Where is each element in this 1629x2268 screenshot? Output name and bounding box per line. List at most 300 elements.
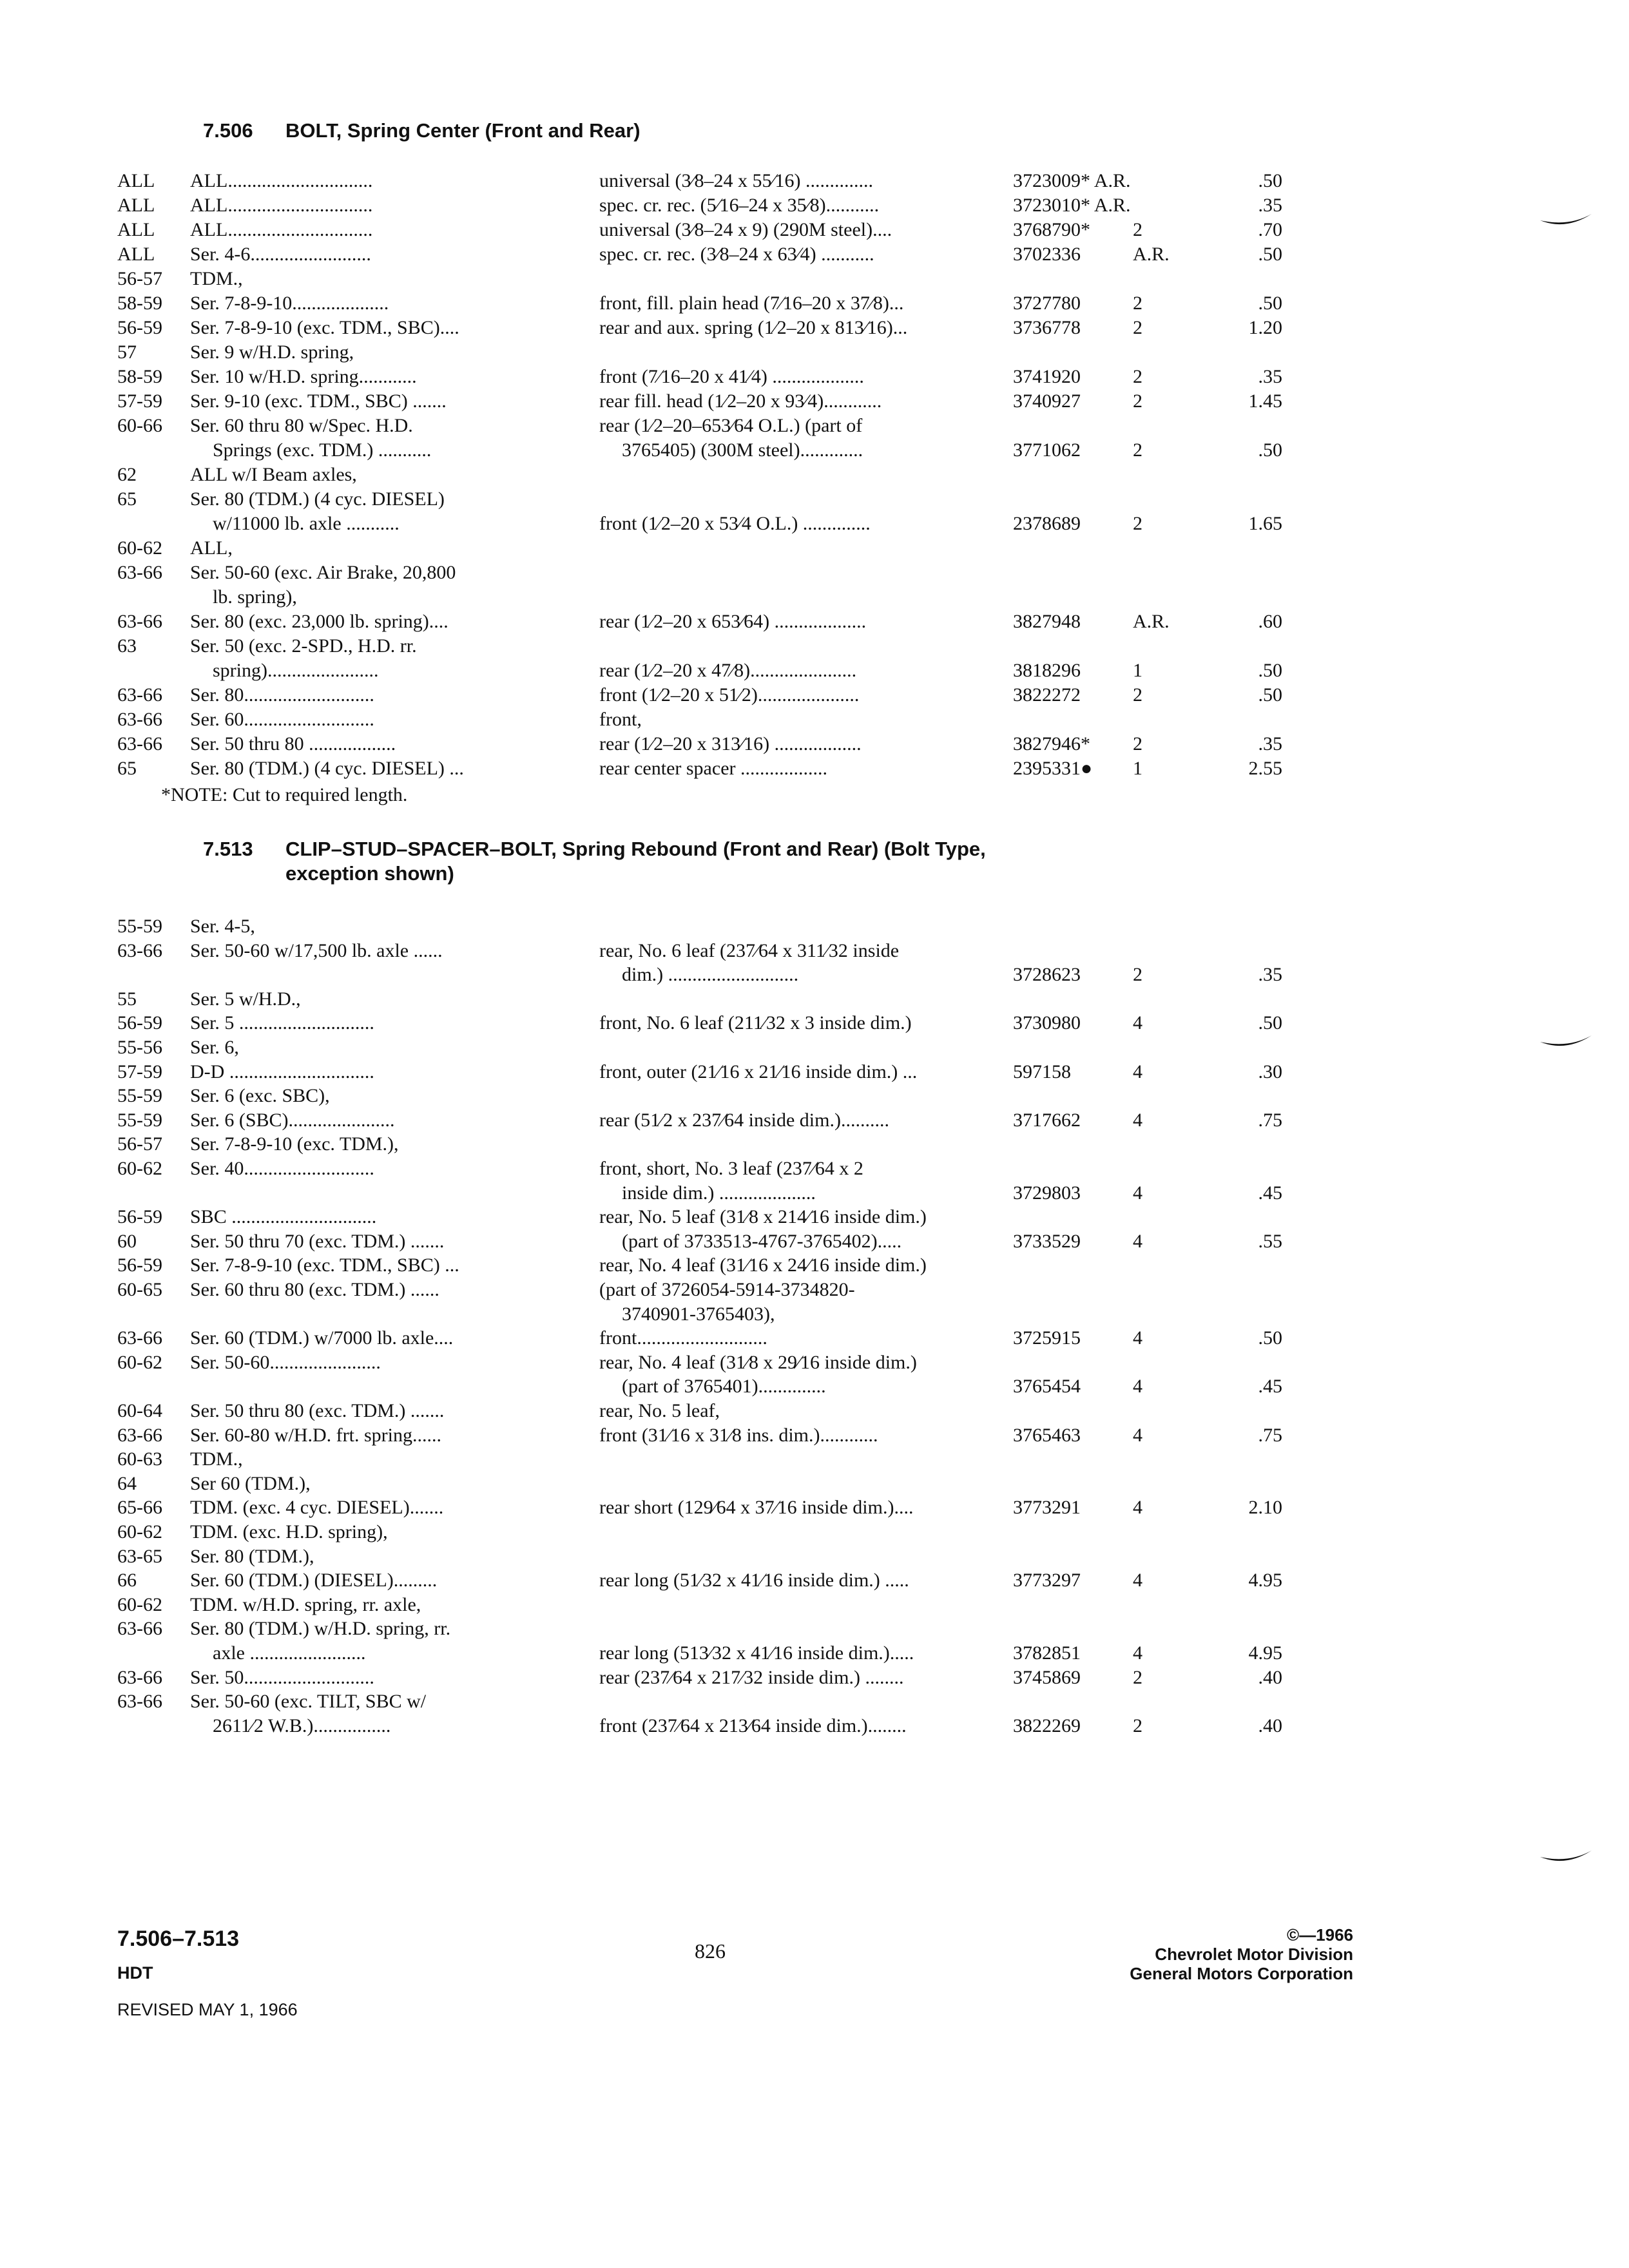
table-row: [0, 1423, 1629, 1448]
page-number: 826: [695, 1939, 726, 1963]
model-cell: ALL,: [190, 537, 233, 559]
quantity-cell: 4: [1133, 1376, 1142, 1398]
table-row: [0, 1035, 1629, 1060]
price-cell: .75: [1258, 1109, 1282, 1131]
description-cell: (part of 3765401)..............: [622, 1376, 826, 1398]
year-cell: ALL: [117, 219, 155, 240]
table-row: [0, 1714, 1629, 1738]
model-cell: Ser. 60 thru 80 w/Spec. H.D.: [190, 415, 413, 436]
quantity-cell: 2: [1133, 219, 1142, 240]
year-cell: 60-62: [117, 1593, 162, 1615]
description-cell: rear (1⁄2–20 x 47⁄8)......................: [599, 660, 857, 681]
year-cell: 55-59: [117, 1085, 162, 1107]
description-cell: rear (51⁄2 x 237⁄64 inside dim.)..........: [599, 1109, 889, 1131]
table-row: [0, 939, 1629, 963]
year-cell: 55: [117, 988, 137, 1010]
part-number-cell: 3740927: [1013, 390, 1081, 412]
description-cell: 3765405) (300M steel).............: [622, 439, 863, 461]
table-row: [0, 634, 1629, 658]
description-cell: spec. cr. rec. (3⁄8–24 x 63⁄4) ...........: [599, 244, 874, 265]
table-row: [0, 365, 1629, 389]
description-cell: (part of 3733513-4767-3765402).....: [622, 1230, 902, 1252]
quantity-cell: A.R.: [1133, 244, 1170, 265]
model-cell: Ser. 50...........................: [190, 1666, 374, 1688]
model-cell: Ser. 80 (TDM.) (4 cyc. DIESEL) ...: [190, 758, 464, 779]
year-cell: 63-66: [117, 733, 162, 754]
description-cell: rear, No. 5 leaf,: [599, 1400, 720, 1421]
binder-mark-icon: [1540, 1849, 1592, 1869]
part-number-cell: 3736778: [1013, 317, 1081, 338]
table-row: [0, 1132, 1629, 1157]
table-row: [0, 1593, 1629, 1617]
year-cell: 60-62: [117, 1521, 162, 1542]
quantity-cell: 2: [1133, 513, 1142, 534]
model-cell: Ser. 60...........................: [190, 709, 374, 730]
part-number-cell: 3773291: [1013, 1497, 1081, 1519]
model-cell: ALL..............................: [190, 195, 373, 216]
section-heading-7506: [203, 118, 641, 144]
year-cell: 63-66: [117, 1666, 162, 1688]
quantity-cell: 4: [1133, 1109, 1142, 1131]
model-cell: TDM.,: [190, 268, 243, 289]
year-cell: 63: [117, 635, 137, 657]
table-row: [0, 218, 1629, 242]
year-cell: 60: [117, 1230, 137, 1252]
quantity-cell: 1: [1133, 758, 1142, 779]
description-cell: front, short, No. 3 leaf (237⁄64 x 2: [599, 1158, 863, 1179]
model-cell: w/11000 lb. axle ...........: [213, 513, 400, 534]
model-cell: Springs (exc. TDM.) ...........: [213, 439, 432, 461]
quantity-cell: 4: [1133, 1230, 1142, 1252]
quantity-cell: 4: [1133, 1424, 1142, 1446]
quantity-cell: 4: [1133, 1182, 1142, 1204]
year-cell: 60-63: [117, 1448, 162, 1470]
quantity-cell: 4: [1133, 1570, 1142, 1591]
quantity-cell: 2: [1133, 390, 1142, 412]
description-cell: front (237⁄64 x 213⁄64 inside dim.)........: [599, 1715, 907, 1736]
binder-mark-icon: [1540, 213, 1592, 232]
description-cell: front,: [599, 709, 642, 730]
table-row: [0, 683, 1629, 707]
price-cell: .50: [1258, 1012, 1282, 1034]
year-cell: 60-65: [117, 1279, 162, 1300]
year-cell: 63-66: [117, 1691, 162, 1713]
description-cell: front, No. 6 leaf (211⁄32 x 3 inside dim.): [599, 1012, 912, 1034]
year-cell: 63-66: [117, 1424, 162, 1446]
model-cell: Ser. 50-60.......................: [190, 1351, 381, 1373]
model-cell: Ser. 50-60 w/17,500 lb. axle ......: [190, 939, 443, 961]
year-cell: 58-59: [117, 293, 162, 314]
price-cell: .30: [1258, 1061, 1282, 1082]
part-number-cell: 3822269: [1013, 1715, 1081, 1736]
binder-mark-icon: [1540, 1034, 1592, 1053]
quantity-cell: 4: [1133, 1497, 1142, 1519]
description-cell: front (1⁄2–20 x 53⁄4 O.L.) ..............: [599, 513, 871, 534]
table-row: [0, 1060, 1629, 1084]
model-cell: Ser. 6,: [190, 1037, 239, 1058]
year-cell: 63-66: [117, 1618, 162, 1640]
model-cell: 2611⁄2 W.B.)................: [213, 1715, 391, 1736]
description-cell: rear and aux. spring (1⁄2–20 x 813⁄16)...: [599, 317, 908, 338]
description-cell: rear short (129⁄64 x 37⁄16 inside dim.)....: [599, 1497, 914, 1519]
description-cell: rear (1⁄2–20–653⁄64 O.L.) (part of: [599, 415, 863, 436]
model-cell: Ser. 6 (exc. SBC),: [190, 1085, 330, 1107]
table-row: [0, 1520, 1629, 1544]
description-cell: front (31⁄16 x 31⁄8 ins. dim.)............: [599, 1424, 878, 1446]
price-cell: .35: [1258, 733, 1282, 754]
year-cell: 63-66: [117, 611, 162, 632]
description-cell: front (1⁄2–20 x 51⁄2).....................: [599, 684, 860, 706]
description-cell: universal (3⁄8–24 x 55⁄16) ..............: [599, 170, 873, 191]
year-cell: 63-66: [117, 1327, 162, 1349]
price-cell: .40: [1258, 1715, 1282, 1736]
table-row: [0, 193, 1629, 218]
model-cell: TDM.,: [190, 1448, 243, 1470]
quantity-cell: 2: [1133, 293, 1142, 314]
quantity-cell: A.R.: [1133, 611, 1170, 632]
description-cell: rear long (513⁄32 x 41⁄16 inside dim.).....: [599, 1642, 914, 1664]
quantity-cell: 4: [1133, 1327, 1142, 1349]
year-cell: 60-66: [117, 415, 162, 436]
description-cell: (part of 3726054-5914-3734820-: [599, 1279, 855, 1300]
model-cell: lb. spring),: [213, 586, 297, 608]
table-row: [0, 1350, 1629, 1375]
model-cell: Ser. 50 (exc. 2-SPD., H.D. rr.: [190, 635, 417, 657]
year-cell: 56-57: [117, 1133, 162, 1155]
price-cell: 2.55: [1248, 758, 1282, 779]
table-row: [0, 242, 1629, 267]
description-cell: rear, No. 4 leaf (31⁄8 x 29⁄16 inside dim.): [599, 1351, 917, 1373]
table-row: [0, 463, 1629, 487]
model-cell: SBC ..............................: [190, 1206, 377, 1228]
description-cell: 3740901-3765403),: [622, 1303, 775, 1325]
year-cell: 65-66: [117, 1497, 162, 1519]
part-number-cell: 3773297: [1013, 1570, 1081, 1591]
table-row: [0, 1544, 1629, 1569]
table-row: [0, 732, 1629, 756]
price-cell: 1.45: [1248, 390, 1282, 412]
model-cell: Ser. 5 ............................: [190, 1012, 374, 1034]
quantity-cell: 2: [1133, 1666, 1142, 1688]
year-cell: 60-62: [117, 1158, 162, 1179]
year-cell: 60-62: [117, 1351, 162, 1373]
year-cell: 65: [117, 488, 137, 510]
year-cell: 56-59: [117, 1206, 162, 1228]
model-cell: axle ........................: [213, 1642, 366, 1664]
table-row: [0, 1011, 1629, 1035]
table-row: [0, 658, 1629, 683]
price-cell: 4.95: [1248, 1570, 1282, 1591]
price-cell: .50: [1258, 244, 1282, 265]
price-cell: .55: [1258, 1230, 1282, 1252]
model-cell: Ser. 7-8-9-10 (exc. TDM.),: [190, 1133, 399, 1155]
part-number-cell: 3765463: [1013, 1424, 1081, 1446]
part-number-cell: 3728623: [1013, 964, 1081, 986]
model-cell: ALL..............................: [190, 219, 373, 240]
price-cell: .50: [1258, 170, 1282, 191]
description-cell: front...........................: [599, 1327, 767, 1349]
table-row: [0, 585, 1629, 610]
year-cell: 63-66: [117, 939, 162, 961]
description-cell: dim.) ...........................: [622, 964, 799, 986]
part-number-cell: 3822272: [1013, 684, 1081, 706]
part-number-cell: 3765454: [1013, 1376, 1081, 1398]
table-row: [0, 438, 1629, 463]
model-cell: Ser. 10 w/H.D. spring............: [190, 366, 417, 387]
description-cell: rear (237⁄64 x 217⁄32 inside dim.) ........: [599, 1666, 904, 1688]
part-number-cell: 3741920: [1013, 366, 1081, 387]
description-cell: rear, No. 5 leaf (31⁄8 x 214⁄16 inside dim.): [599, 1206, 927, 1228]
price-cell: .50: [1258, 1327, 1282, 1349]
part-number-cell: 2395331●: [1013, 758, 1093, 779]
note-text: *NOTE: Cut to required length.: [161, 784, 408, 805]
year-cell: 56-59: [117, 317, 162, 338]
price-cell: .60: [1258, 611, 1282, 632]
table-row: [0, 1157, 1629, 1181]
quantity-cell: 2: [1133, 317, 1142, 338]
model-cell: TDM. (exc. H.D. spring),: [190, 1521, 388, 1542]
price-cell: .70: [1258, 219, 1282, 240]
price-cell: .35: [1258, 366, 1282, 387]
price-cell: .50: [1258, 293, 1282, 314]
year-cell: 56-57: [117, 268, 162, 289]
table-row: [0, 914, 1629, 939]
model-cell: Ser. 80 (TDM.) (4 cyc. DIESEL): [190, 488, 445, 510]
section-number: 7.506: [203, 119, 253, 142]
quantity-cell: 2: [1133, 366, 1142, 387]
footer-corp: General Motors Corporation: [1130, 1964, 1353, 1983]
year-cell: 57: [117, 341, 137, 363]
year-cell: 56-59: [117, 1254, 162, 1276]
table-row: [0, 291, 1629, 316]
part-number-cell: 3733529: [1013, 1230, 1081, 1252]
price-cell: .35: [1258, 195, 1282, 216]
price-cell: .45: [1258, 1376, 1282, 1398]
table-row: [0, 756, 1629, 781]
year-cell: 60-62: [117, 537, 162, 559]
quantity-cell: 4: [1133, 1642, 1142, 1664]
year-cell: 63-66: [117, 562, 162, 583]
section-note: [0, 783, 1629, 807]
model-cell: Ser. 50 thru 80 (exc. TDM.) .......: [190, 1400, 445, 1421]
table-row: [0, 1641, 1629, 1666]
price-cell: .50: [1258, 439, 1282, 461]
table-row: [0, 316, 1629, 340]
footer-code: HDT: [117, 1963, 153, 1983]
table-row: [0, 1253, 1629, 1278]
year-cell: 63-66: [117, 684, 162, 706]
price-cell: 1.20: [1248, 317, 1282, 338]
table-row: [0, 340, 1629, 365]
price-cell: .50: [1258, 660, 1282, 681]
table-row: [0, 414, 1629, 438]
year-cell: ALL: [117, 195, 155, 216]
table-row: [0, 389, 1629, 414]
price-cell: 1.65: [1248, 513, 1282, 534]
part-number-cell: 3782851: [1013, 1642, 1081, 1664]
model-cell: Ser. 4-6.........................: [190, 244, 371, 265]
model-cell: Ser. 80 (exc. 23,000 lb. spring)....: [190, 611, 448, 632]
table-row: [0, 963, 1629, 987]
model-cell: TDM. w/H.D. spring, rr. axle,: [190, 1593, 421, 1615]
model-cell: D-D ..............................: [190, 1061, 374, 1082]
model-cell: Ser. 80...........................: [190, 684, 374, 706]
model-cell: Ser. 50 thru 70 (exc. TDM.) .......: [190, 1230, 445, 1252]
price-cell: .35: [1258, 964, 1282, 986]
description-cell: rear, No. 4 leaf (31⁄16 x 24⁄16 inside dim.): [599, 1254, 927, 1276]
table-row: [0, 1278, 1629, 1302]
description-cell: front, fill. plain head (7⁄16–20 x 37⁄8)...: [599, 293, 904, 314]
table-row: [0, 1326, 1629, 1350]
year-cell: 57-59: [117, 390, 162, 412]
table-row: [0, 1229, 1629, 1254]
section-title: CLIP–STUD–SPACER–BOLT, Spring Rebound (Front and Rear) (Bolt Type,: [285, 838, 986, 860]
table-row: [0, 1447, 1629, 1472]
description-cell: rear center spacer ..................: [599, 758, 827, 779]
year-cell: ALL: [117, 244, 155, 265]
year-cell: 64: [117, 1472, 137, 1494]
model-cell: Ser. 6 (SBC)......................: [190, 1109, 395, 1131]
part-number-cell: 3723010* A.R.: [1013, 195, 1131, 216]
part-number-cell: 3768790*: [1013, 219, 1090, 240]
table-row: [0, 1181, 1629, 1206]
footer-copyright: ©—1966: [1287, 1925, 1353, 1945]
price-cell: .50: [1258, 684, 1282, 706]
table-row: [0, 487, 1629, 512]
quantity-cell: 4: [1133, 1012, 1142, 1034]
table-row: [0, 707, 1629, 732]
model-cell: Ser. 9-10 (exc. TDM., SBC) .......: [190, 390, 447, 412]
year-cell: 55-56: [117, 1037, 162, 1058]
description-cell: front (7⁄16–20 x 41⁄4) ...................: [599, 366, 864, 387]
year-cell: 66: [117, 1570, 137, 1591]
model-cell: Ser. 9 w/H.D. spring,: [190, 341, 354, 363]
table-row: [0, 561, 1629, 585]
table-row: [0, 267, 1629, 291]
quantity-cell: 2: [1133, 1715, 1142, 1736]
model-cell: Ser. 4-5,: [190, 916, 255, 937]
year-cell: 60-64: [117, 1400, 162, 1421]
quantity-cell: 2: [1133, 684, 1142, 706]
table-row: [0, 1084, 1629, 1108]
description-cell: rear (1⁄2–20 x 653⁄64) ...................: [599, 611, 867, 632]
table-row: [0, 1399, 1629, 1423]
part-number-cell: 3702336: [1013, 244, 1081, 265]
quantity-cell: 2: [1133, 733, 1142, 754]
model-cell: Ser. 7-8-9-10....................: [190, 293, 389, 314]
model-cell: Ser. 60 (TDM.) (DIESEL).........: [190, 1570, 438, 1591]
year-cell: 55-59: [117, 916, 162, 937]
part-number-cell: 3745869: [1013, 1666, 1081, 1688]
table-row: [0, 1205, 1629, 1229]
section-title: BOLT, Spring Center (Front and Rear): [285, 119, 641, 142]
table-row: [0, 1472, 1629, 1496]
table-row: [0, 610, 1629, 634]
year-cell: 63-65: [117, 1545, 162, 1567]
table-row: [0, 1568, 1629, 1593]
year-cell: 63-66: [117, 709, 162, 730]
table-row: [0, 1495, 1629, 1520]
model-cell: Ser. 80 (TDM.) w/H.D. spring, rr.: [190, 1618, 451, 1640]
description-cell: universal (3⁄8–24 x 9) (290M steel)....: [599, 219, 892, 240]
table-row: [0, 1666, 1629, 1690]
part-number-cell: 3827946*: [1013, 733, 1090, 754]
part-number-cell: 3717662: [1013, 1109, 1081, 1131]
part-number-cell: 3725915: [1013, 1327, 1081, 1349]
quantity-cell: 2: [1133, 964, 1142, 986]
model-cell: Ser. 80 (TDM.),: [190, 1545, 314, 1567]
footer-revised: REVISED MAY 1, 1966: [117, 2000, 298, 2019]
quantity-cell: 4: [1133, 1061, 1142, 1082]
table-row: [0, 1689, 1629, 1714]
model-cell: ALL..............................: [190, 170, 373, 191]
footer-division: Chevrolet Motor Division: [1155, 1945, 1353, 1964]
model-cell: TDM. (exc. 4 cyc. DIESEL).......: [190, 1497, 444, 1519]
section-subtitle: exception shown): [285, 862, 454, 885]
part-number-cell: 3723009* A.R.: [1013, 170, 1131, 191]
section-heading-7513: [203, 836, 986, 862]
year-cell: ALL: [117, 170, 155, 191]
model-cell: Ser. 5 w/H.D.,: [190, 988, 301, 1010]
description-cell: rear, No. 6 leaf (237⁄64 x 311⁄32 inside: [599, 939, 900, 961]
model-cell: Ser. 50 thru 80 ..................: [190, 733, 396, 754]
year-cell: 65: [117, 758, 137, 779]
table-row: [0, 536, 1629, 561]
part-number-cell: 3818296: [1013, 660, 1081, 681]
quantity-cell: 2: [1133, 439, 1142, 461]
year-cell: 62: [117, 464, 137, 485]
table-row: [0, 1302, 1629, 1327]
description-cell: rear fill. head (1⁄2–20 x 93⁄4)............: [599, 390, 882, 412]
model-cell: Ser. 50-60 (exc. Air Brake, 20,800: [190, 562, 456, 583]
model-cell: Ser. 7-8-9-10 (exc. TDM., SBC)....: [190, 317, 459, 338]
year-cell: 57-59: [117, 1061, 162, 1082]
footer-range: 7.506–7.513: [117, 1927, 240, 1951]
table-row: [0, 987, 1629, 1012]
year-cell: 56-59: [117, 1012, 162, 1034]
price-cell: 4.95: [1248, 1642, 1282, 1664]
price-cell: 2.10: [1248, 1497, 1282, 1519]
part-number-cell: 597158: [1013, 1061, 1071, 1082]
table-row: [0, 1108, 1629, 1133]
price-cell: .40: [1258, 1666, 1282, 1688]
description-cell: inside dim.) ....................: [622, 1182, 816, 1204]
table-row: [0, 169, 1629, 193]
part-number-cell: 3771062: [1013, 439, 1081, 461]
description-cell: rear (1⁄2–20 x 313⁄16) ..................: [599, 733, 862, 754]
part-number-cell: 3727780: [1013, 293, 1081, 314]
table-row: [0, 1617, 1629, 1641]
year-cell: 58-59: [117, 366, 162, 387]
model-cell: Ser. 40...........................: [190, 1158, 374, 1179]
price-cell: .75: [1258, 1424, 1282, 1446]
part-number-cell: 3730980: [1013, 1012, 1081, 1034]
price-cell: .45: [1258, 1182, 1282, 1204]
table-row: [0, 512, 1629, 536]
year-cell: 55-59: [117, 1109, 162, 1131]
model-cell: Ser. 7-8-9-10 (exc. TDM., SBC) ...: [190, 1254, 459, 1276]
model-cell: Ser. 60-80 w/H.D. frt. spring......: [190, 1424, 441, 1446]
table-row: [0, 1374, 1629, 1399]
part-number-cell: 3827948: [1013, 611, 1081, 632]
description-cell: rear long (51⁄32 x 41⁄16 inside dim.) .....: [599, 1570, 909, 1591]
part-number-cell: 2378689: [1013, 513, 1081, 534]
model-cell: Ser 60 (TDM.),: [190, 1472, 311, 1494]
description-cell: spec. cr. rec. (5⁄16–24 x 35⁄8)...........: [599, 195, 880, 216]
model-cell: ALL w/I Beam axles,: [190, 464, 357, 485]
model-cell: Ser. 60 (TDM.) w/7000 lb. axle....: [190, 1327, 454, 1349]
model-cell: spring).......................: [213, 660, 379, 681]
